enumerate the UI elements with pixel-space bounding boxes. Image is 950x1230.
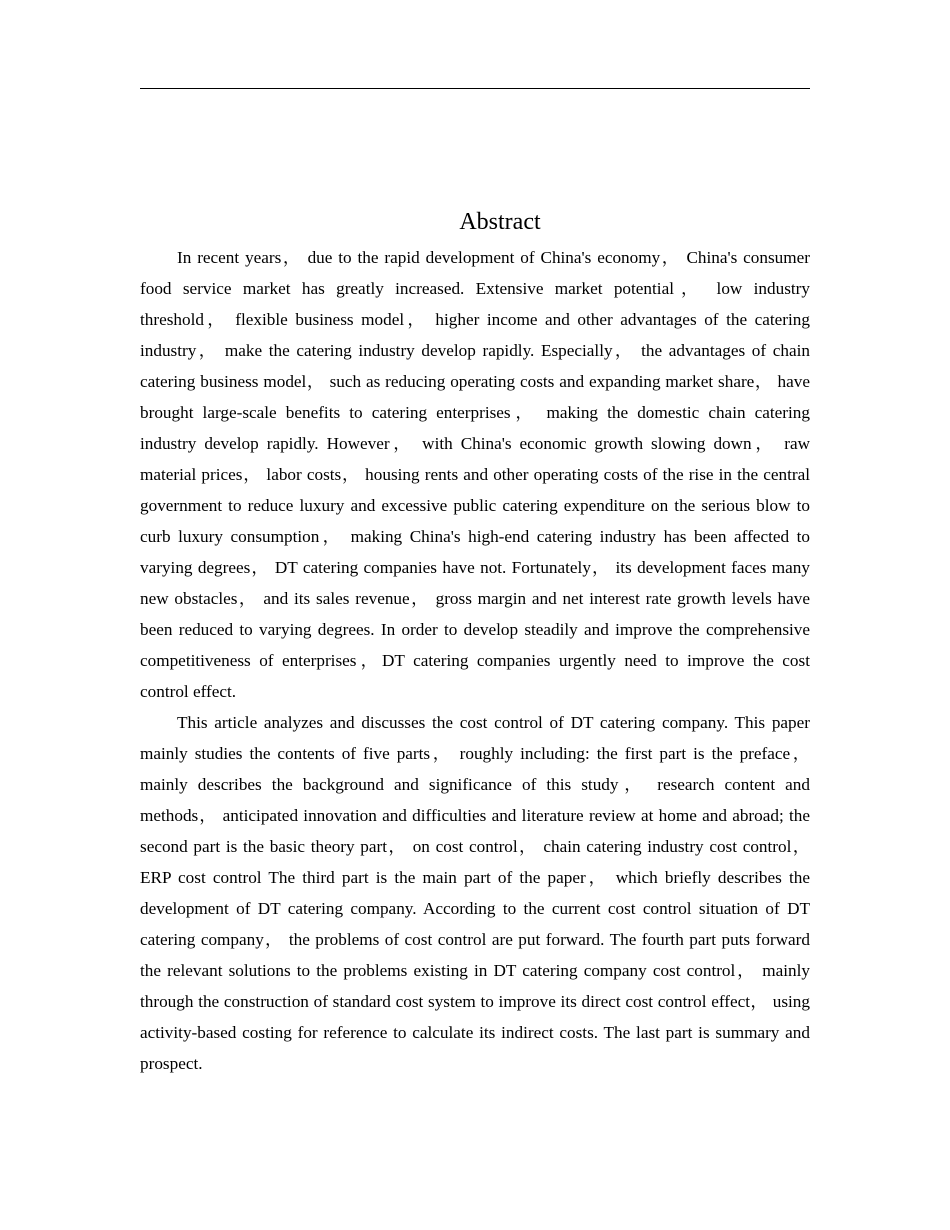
abstract-section [140, 204, 810, 1079]
abstract-paragraph-1: In recent years， due to the rapid development of China's economy， China's consumer food service market has greatly increased. Extensive market potential， low industry threshold， flexible business model， higher income and other advantages of the catering industry， make the catering industry develop rapidly. Especially， the advantages of chain catering business model， such as reducing operating costs and expanding market share， have brought large-scale benefits to catering enterprises， making the domestic chain catering industry develop rapidly. However， with China's economic growth slowing down， raw material prices， labor costs， housing rents and other operating costs of the rise in the central government to reduce luxury and excessive public catering expenditure on the serious blow to curb luxury consumption， making China's high-end catering industry has been affected to varying degrees， DT catering companies have not. Fortunately， its development faces many new obstacles， and its sales revenue， gross margin and net interest rate growth levels have been reduced to varying degrees. In order to develop steadily and improve the comprehensive competitiveness of enterprises，DT catering companies urgently need to improve the cost control effect. [140, 248, 810, 701]
abstract-title: Abstract [459, 209, 541, 235]
abstract-paragraph-2: This article analyzes and discusses the cost control of DT catering company. This paper mainly studies the contents of five parts， roughly including: the first part is the preface， mainly describes the background and significance of this study， research content and methods， anticipated innovation and difficulties and literature review at home and abroad; the second part is the basic theory part， on cost control， chain catering industry cost control， ERP cost control The third part is the main part of the paper， which briefly describes the development of DT catering company. According to the current cost control situation of DT catering company， the problems of cost control are put forward. The fourth part puts forward the relevant solutions to the problems existing in DT catering company cost control， mainly through the construction of standard cost system to improve its direct cost control effect， using activity-based costing for reference to calculate its indirect costs. The last part is summary and prospect. [140, 713, 810, 1073]
header-rule [140, 88, 810, 89]
